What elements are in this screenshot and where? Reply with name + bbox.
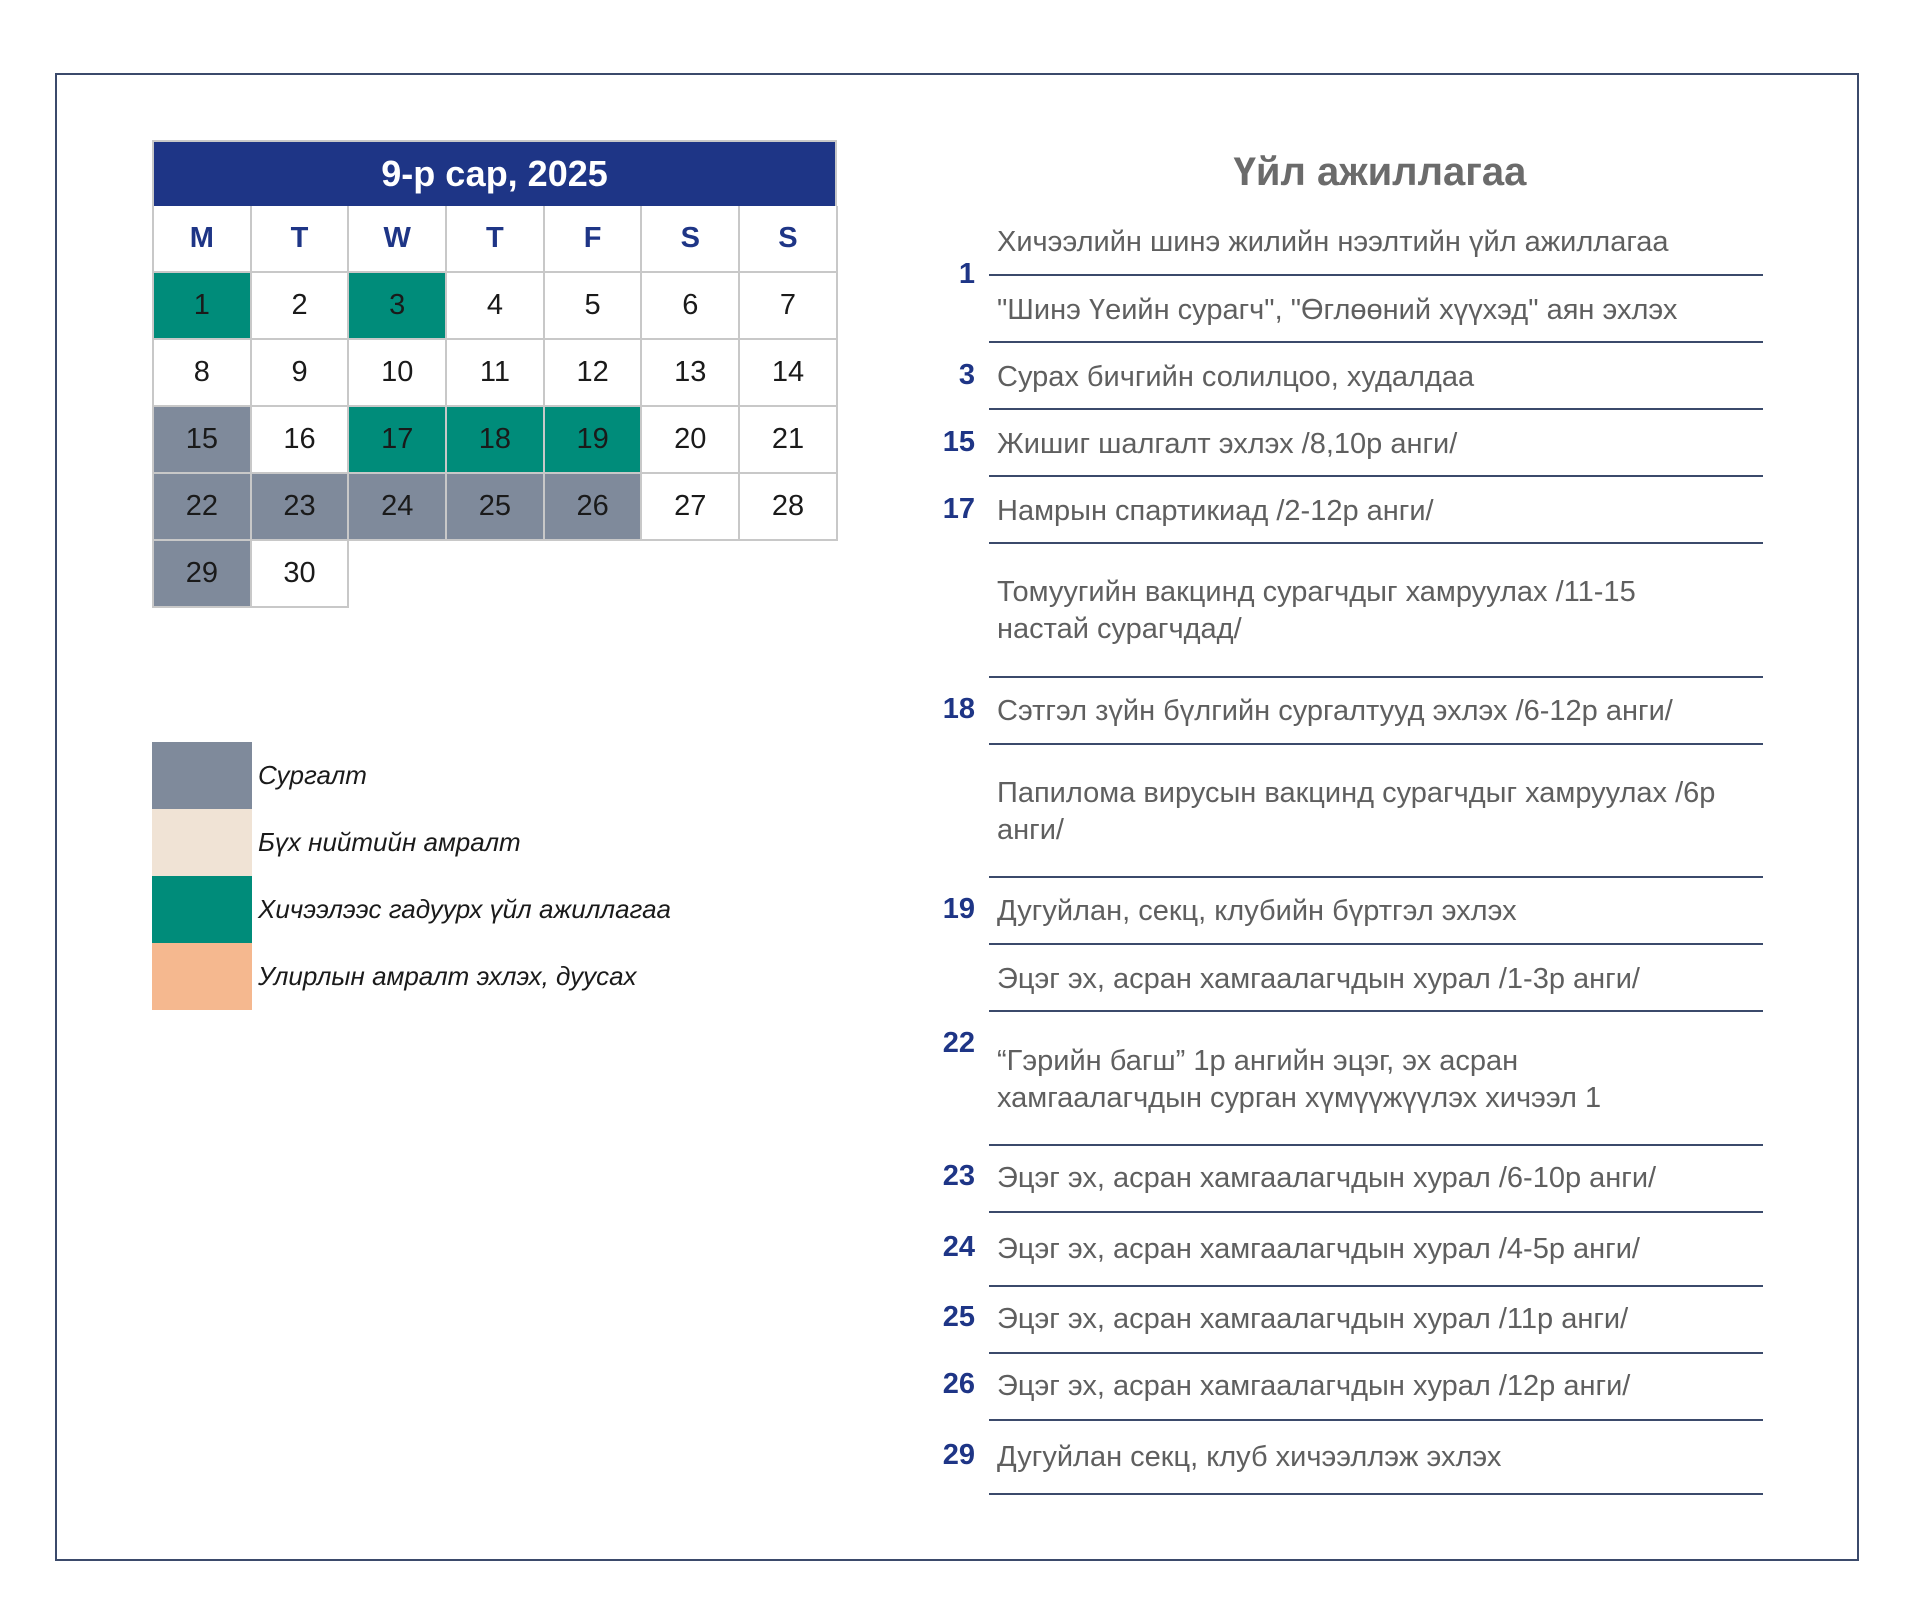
activity-text: "Шинэ Үеийн сурагч", "Өглөөний хүүхэд" аян эхлэх — [997, 294, 1678, 326]
calendar-day: 9 — [252, 340, 350, 407]
calendar-day: 26 — [545, 474, 643, 541]
activity-day: 18 — [942, 693, 975, 725]
month-calendar — [152, 140, 837, 608]
activity-text: Жишиг шалгалт эхлэх /8,10р анги/ — [997, 428, 1458, 460]
calendar-day: 18 — [447, 407, 545, 474]
calendar-day: 25 — [447, 474, 545, 541]
legend-swatch — [152, 809, 252, 876]
legend-swatch — [152, 876, 252, 943]
activity-text: Томуугийн вакцинд сурагчдыг хамруулах /11-15 настай сурагчдад/ — [997, 576, 1636, 645]
calendar-day: 13 — [642, 340, 740, 407]
calendar-day: 22 — [154, 474, 252, 541]
activity-text: Эцэг эх, асран хамгаалагчдын хурал /4-5р анги/ — [997, 1233, 1640, 1265]
activity-day: 22 — [942, 1027, 975, 1059]
activity-divider — [989, 1285, 1763, 1287]
calendar-day: 19 — [545, 407, 643, 474]
activity-text: Сэтгэл зүйн бүлгийн сургалтууд эхлэх /6-12р анги/ — [997, 695, 1673, 727]
calendar-day: 10 — [349, 340, 447, 407]
activity-divider — [989, 1493, 1763, 1495]
legend-swatch — [152, 742, 252, 809]
calendar-day: 30 — [252, 541, 350, 608]
calendar-day: 6 — [642, 273, 740, 340]
activity-divider — [989, 542, 1763, 544]
activity-text: Дугуйлан, секц, клубийн бүртгэл эхлэх — [997, 895, 1517, 927]
activity-divider — [989, 1010, 1763, 1012]
activity-text: Эцэг эх, асран хамгаалагчдын хурал /6-10р анги/ — [997, 1162, 1657, 1194]
calendar-day: 17 — [349, 407, 447, 474]
activity-day: 19 — [942, 893, 975, 925]
legend — [152, 742, 671, 1010]
legend-item — [152, 876, 671, 943]
calendar-empty-cell — [740, 541, 838, 608]
calendar-day: 24 — [349, 474, 447, 541]
weekday-header: F — [545, 206, 643, 273]
activity-day: 1 — [958, 258, 975, 290]
activity-divider — [989, 1144, 1763, 1146]
activity-divider — [989, 1211, 1763, 1213]
activity-divider — [989, 1352, 1763, 1354]
weekday-header: S — [740, 206, 838, 273]
activity-divider — [989, 676, 1763, 678]
activity-day: 23 — [942, 1160, 975, 1192]
activity-text: Сурах бичгийн солилцоо, худалдаа — [997, 361, 1475, 393]
calendar-day: 5 — [545, 273, 643, 340]
activity-divider — [989, 943, 1763, 945]
calendar-day: 21 — [740, 407, 838, 474]
activities-heading: Үйл ажиллагаа — [1233, 150, 1527, 194]
activity-day: 26 — [942, 1368, 975, 1400]
activity-text: Хичээлийн шинэ жилийн нээлтийн үйл ажиллагаа — [997, 226, 1669, 258]
activity-day: 3 — [958, 359, 975, 391]
calendar-day: 8 — [154, 340, 252, 407]
calendar-day: 20 — [642, 407, 740, 474]
activity-divider — [989, 341, 1763, 343]
calendar-day: 12 — [545, 340, 643, 407]
weekday-header: M — [154, 206, 252, 273]
calendar-day: 29 — [154, 541, 252, 608]
activity-text: “Гэрийн багш” 1р ангийн эцэг, эх асран хамгаалагчдын сурган хүмүүжүүлэх хичээл 1 — [997, 1045, 1602, 1114]
activity-divider — [989, 876, 1763, 878]
calendar-empty-cell — [642, 541, 740, 608]
weekday-header: S — [642, 206, 740, 273]
calendar-day: 14 — [740, 340, 838, 407]
calendar-day: 4 — [447, 273, 545, 340]
calendar-empty-cell — [349, 541, 447, 608]
activity-text: Дугуйлан секц, клуб хичээллэж эхлэх — [997, 1441, 1502, 1473]
calendar-day: 2 — [252, 273, 350, 340]
calendar-day: 15 — [154, 407, 252, 474]
legend-label: Хичээлээс гадуурх үйл ажиллагаа — [258, 894, 671, 924]
calendar-day: 23 — [252, 474, 350, 541]
legend-swatch — [152, 943, 252, 1010]
calendar-day: 27 — [642, 474, 740, 541]
activity-text: Эцэг эх, асран хамгаалагчдын хурал /1-3р анги/ — [997, 963, 1640, 995]
legend-item — [152, 742, 671, 809]
activity-day: 25 — [942, 1301, 975, 1333]
legend-item — [152, 943, 671, 1010]
calendar-day: 11 — [447, 340, 545, 407]
weekday-header: T — [252, 206, 350, 273]
weekday-header: W — [349, 206, 447, 273]
calendar-day: 16 — [252, 407, 350, 474]
activity-day: 17 — [942, 493, 975, 525]
activity-day: 29 — [942, 1439, 975, 1471]
activity-divider — [989, 274, 1763, 276]
activity-divider — [989, 408, 1763, 410]
activity-divider — [989, 743, 1763, 745]
calendar-empty-cell — [545, 541, 643, 608]
legend-item — [152, 809, 671, 876]
calendar-day: 3 — [349, 273, 447, 340]
calendar-grid — [152, 206, 837, 608]
calendar-day: 1 — [154, 273, 252, 340]
activity-text: Эцэг эх, асран хамгаалагчдын хурал /11р анги/ — [997, 1303, 1629, 1335]
activity-text: Эцэг эх, асран хамгаалагчдын хурал /12р анги/ — [997, 1370, 1631, 1402]
activity-text: Намрын спартикиад /2-12р анги/ — [997, 495, 1434, 527]
calendar-empty-cell — [447, 541, 545, 608]
legend-label: Сургалт — [258, 760, 367, 790]
legend-label: Бүх нийтийн амралт — [258, 827, 521, 857]
activity-divider — [989, 1419, 1763, 1421]
weekday-header: T — [447, 206, 545, 273]
activity-text: Папилома вирусын вакцинд сурагчдыг хамруулах /6р анги/ — [997, 777, 1716, 846]
legend-label: Улирлын амралт эхлэх, дуусах — [258, 961, 637, 991]
activity-day: 24 — [942, 1231, 975, 1263]
calendar-title: 9-р сар, 2025 — [152, 140, 837, 206]
calendar-day: 28 — [740, 474, 838, 541]
activity-divider — [989, 475, 1763, 477]
activity-day: 15 — [942, 426, 975, 458]
calendar-day: 7 — [740, 273, 838, 340]
